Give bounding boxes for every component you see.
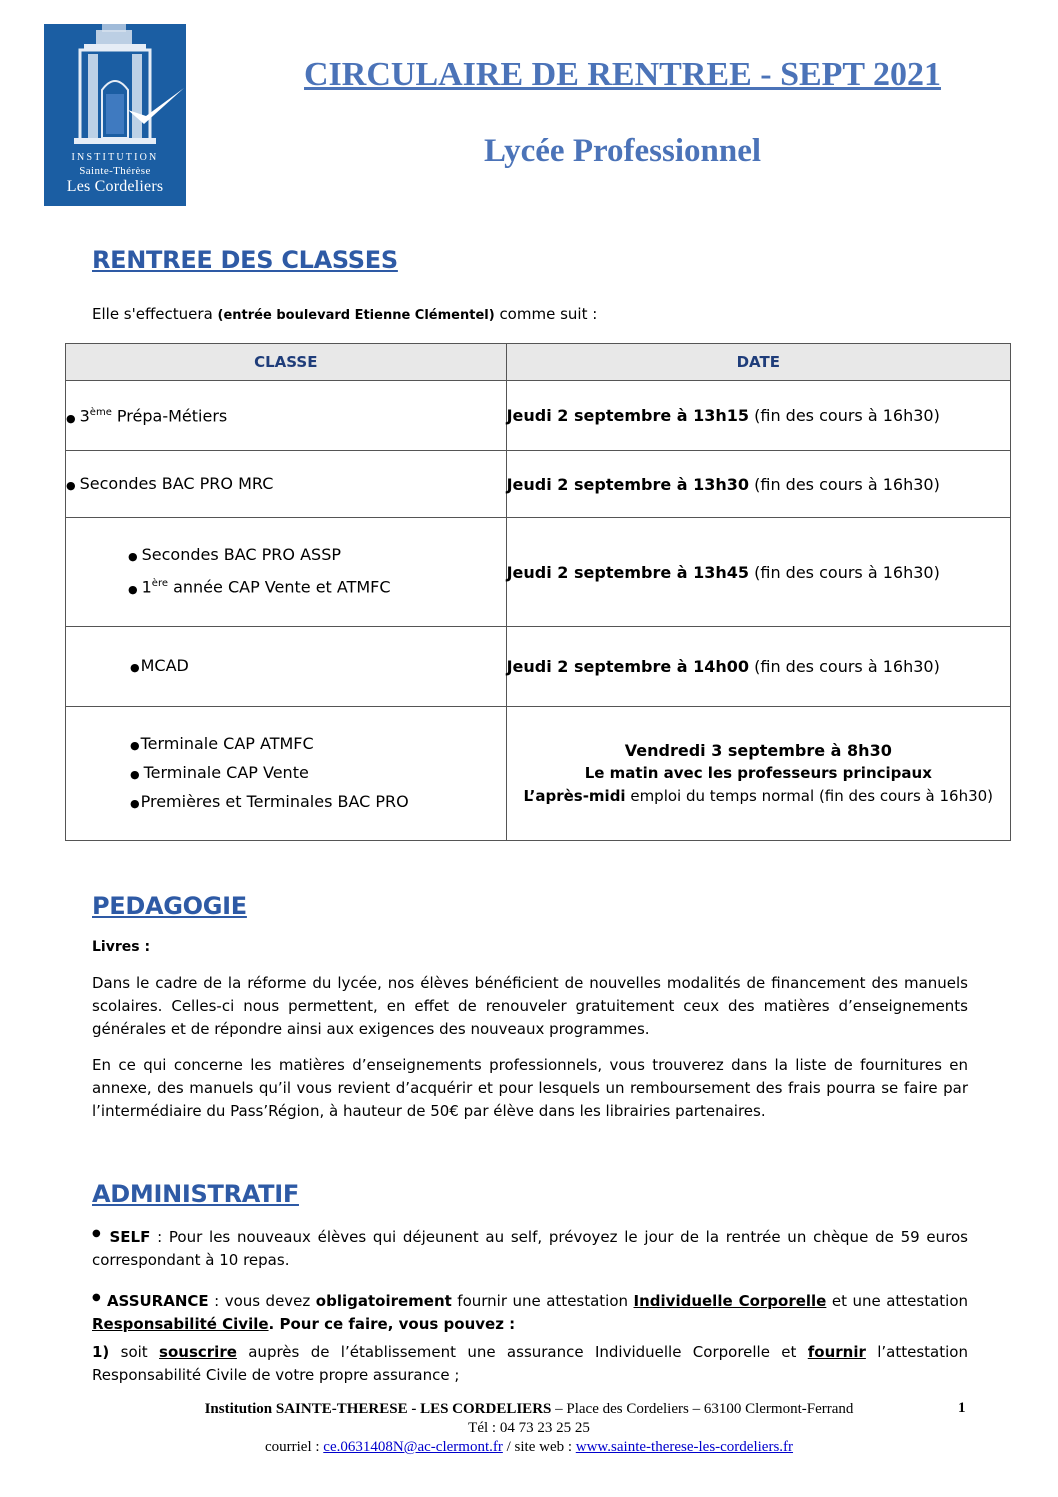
- class-text-pre: Terminale CAP ATMFC: [140, 734, 314, 753]
- class-text-pre: Secondes BAC PRO MRC: [79, 473, 274, 493]
- table-header-row: [66, 344, 1011, 381]
- footer-tel: Tél : 04 73 23 25 25: [468, 1420, 590, 1436]
- intro-text-post: comme suit :: [494, 305, 598, 323]
- class-text-pre: 3: [79, 406, 90, 426]
- footer-address: – Place des Cordeliers – 63100 Clermont-Ferrand: [551, 1401, 854, 1417]
- date-bold: Jeudi 2 septembre à 13h45: [506, 562, 750, 582]
- date-line-1: Vendredi 3 septembre à 8h30: [624, 741, 892, 760]
- table-row: [66, 627, 1011, 707]
- bullet-icon: ●: [128, 550, 138, 564]
- bullet-icon: ●: [130, 739, 140, 752]
- class-text-pre: MCAD: [140, 656, 189, 675]
- class-cell: [66, 627, 507, 707]
- option-number: 1): [92, 1343, 110, 1361]
- section-heading-pedagogie: PEDAGOGIE: [92, 892, 247, 920]
- assurance-text: : vous devez: [208, 1292, 316, 1310]
- pedagogie-paragraph-1: Dans le cadre de la réforme du lycée, nos élèves bénéficient de nouvelles modalités de financement des manuels scolaires. Celles-ci nous permettent, en effet de renouveler gratuitement ceux des matières d’enseignements générales et de répondre ainsi aux exigences des nouveaux programmes.: [92, 974, 968, 1038]
- assurance-bold: . Pour ce faire, vous pouvez :: [268, 1315, 516, 1333]
- date-line-3: [507, 785, 1010, 808]
- assurance-label: ASSURANCE: [106, 1292, 209, 1310]
- bullet-icon: ●: [130, 797, 140, 810]
- date-rest: (fin des cours à 16h30): [749, 657, 940, 676]
- class-text-pre: Secondes BAC PRO ASSP: [141, 545, 342, 565]
- table-row: [66, 451, 1011, 518]
- class-item: [130, 652, 506, 681]
- logo-building-icon: [44, 24, 186, 152]
- class-cell: [66, 707, 507, 841]
- class-item: [128, 570, 506, 602]
- option-underline: fournir: [807, 1343, 866, 1361]
- intro-text-pre: Elle s'effectuera: [92, 305, 218, 323]
- column-header-date: DATE: [506, 344, 1010, 381]
- bullet-icon: ●: [92, 1292, 102, 1303]
- column-header-classe: CLASSE: [66, 344, 507, 381]
- class-text-sup: ère: [151, 578, 168, 590]
- date-rest: (fin des cours à 16h30): [749, 406, 940, 425]
- self-paragraph: [92, 1222, 968, 1272]
- option-underline: souscrire: [159, 1343, 237, 1361]
- date-line-3-bold: L’après-midi: [523, 787, 626, 805]
- option-1-paragraph: [92, 1341, 968, 1387]
- rentree-intro: [92, 305, 597, 323]
- livres-label: Livres :: [92, 939, 151, 955]
- assurance-paragraph: [92, 1286, 968, 1336]
- date-bold: Jeudi 2 septembre à 13h30: [506, 474, 750, 494]
- assurance-text: et une attestation: [826, 1292, 969, 1310]
- date-cell: [506, 707, 1010, 841]
- date-rest: (fin des cours à 16h30): [749, 474, 940, 494]
- bullet-icon: ●: [66, 411, 76, 425]
- logo-text-sainte-therese: Sainte-Thérèse: [79, 165, 151, 177]
- date-line-3-rest: emploi du temps normal (fin des cours à 16h30): [625, 787, 994, 805]
- self-text: : Pour les nouveaux élèves qui déjeunent au self, prévoyez le jour de la rentrée un chèque de 59 euros correspondant à 10 repas.: [92, 1228, 968, 1269]
- option-text: soit: [109, 1343, 160, 1361]
- page-footer: [0, 1400, 1058, 1457]
- class-text-post: année CAP Vente et ATMFC: [168, 577, 391, 597]
- table-row: [66, 381, 1011, 451]
- bullet-icon: ●: [130, 661, 140, 674]
- class-cell: [66, 381, 507, 451]
- date-cell: [506, 518, 1010, 627]
- intro-text-bold: (entrée boulevard Etienne Clémentel): [217, 308, 495, 323]
- option-text: l’attestation Responsabilité Civile de votre propre assurance ;: [92, 1343, 968, 1384]
- date-cell: [506, 451, 1010, 518]
- logo-text-institution: INSTITUTION: [71, 152, 159, 163]
- assurance-bold: obligatoirement: [315, 1292, 452, 1310]
- page-number: 1: [958, 1400, 966, 1416]
- section-heading-rentree: RENTREE DES CLASSES: [92, 246, 398, 274]
- date-bold: Jeudi 2 septembre à 14h00: [506, 657, 750, 676]
- assurance-underline: Responsabilité Civile: [92, 1315, 269, 1333]
- footer-site-link[interactable]: www.sainte-therese-les-cordeliers.fr: [575, 1439, 794, 1455]
- logo-text-cordeliers: Les Cordeliers: [66, 178, 164, 195]
- institution-logo: [44, 24, 186, 206]
- class-cell: [66, 518, 507, 627]
- schedule-table: [65, 343, 1011, 841]
- class-text-post: Prépa-Métiers: [111, 406, 228, 426]
- class-item: [128, 541, 506, 570]
- date-cell: [506, 381, 1010, 451]
- class-item: [130, 788, 506, 817]
- option-text: auprès de l’établissement une assurance Individuelle Corporelle et: [236, 1343, 808, 1361]
- self-label: SELF: [109, 1228, 151, 1246]
- footer-org: Institution SAINTE-THERESE - LES CORDELIERS: [204, 1401, 552, 1417]
- class-text-pre: 1: [141, 577, 152, 597]
- pedagogie-paragraph-2: En ce qui concerne les matières d’enseignements professionnels, vous trouverez dans la liste de fournitures en annexe, des manuels qu’il vous revient d’acquérir et pour lesquels un remboursement des frais pourra se faire par l’intermédiaire du Pass’Région, à hauteur de 50€ par élève dans les librairies partenaires.: [92, 1056, 968, 1120]
- class-item: [130, 730, 506, 759]
- footer-line-1: [0, 1400, 1058, 1419]
- assurance-text: fournir une attestation: [451, 1292, 634, 1310]
- class-item: [66, 470, 506, 499]
- footer-line-3: [0, 1438, 1058, 1457]
- bullet-icon: ●: [66, 478, 76, 492]
- section-heading-administratif: ADMINISTRATIF: [92, 1180, 299, 1208]
- bullet-icon: ●: [128, 582, 138, 596]
- bullet-icon: ●: [92, 1228, 103, 1239]
- table-row: [66, 518, 1011, 627]
- document-title: CIRCULAIRE DE RENTREE - SEPT 2021: [304, 56, 941, 93]
- date-cell: [506, 627, 1010, 707]
- class-item: [66, 399, 506, 431]
- footer-email-label: courriel :: [264, 1439, 324, 1455]
- date-rest: (fin des cours à 16h30): [749, 562, 940, 582]
- document-subtitle: Lycée Professionnel: [483, 133, 762, 169]
- assurance-underline: Individuelle Corporelle: [633, 1292, 827, 1310]
- class-item: [130, 759, 506, 788]
- class-text-pre: Terminale CAP Vente: [143, 763, 309, 782]
- class-cell: [66, 451, 507, 518]
- class-text-sup: ème: [89, 407, 112, 419]
- bullet-icon: ●: [130, 768, 140, 781]
- class-text-pre: Premières et Terminales BAC PRO: [140, 792, 409, 811]
- date-bold: Jeudi 2 septembre à 13h15: [506, 406, 750, 425]
- footer-email-link[interactable]: ce.0631408N@ac-clermont.fr: [323, 1439, 503, 1455]
- date-line-2: Le matin avec les professeurs principaux: [584, 764, 932, 782]
- footer-site-label: / site web :: [502, 1439, 576, 1455]
- table-row: [66, 707, 1011, 841]
